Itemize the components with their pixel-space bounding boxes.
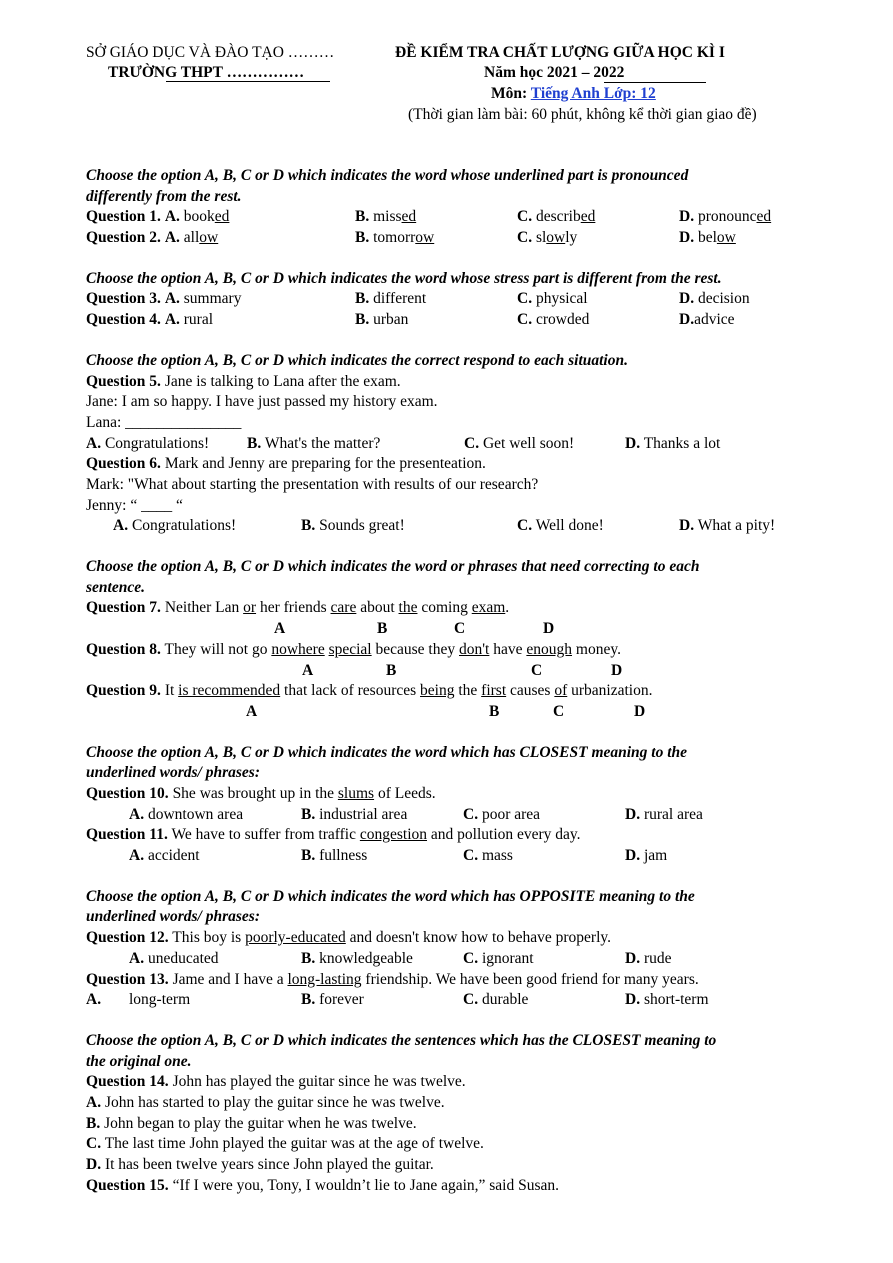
option-text: book [183,208,215,226]
underlined-part: or [243,599,257,617]
question-label: Question 11. [86,826,168,844]
question-10 [86,784,846,805]
instruction-line: underlined words/ phrases: [86,764,260,782]
question-5 [86,372,846,393]
option-text: ly [565,229,578,247]
school-underline [166,81,330,82]
question-1 [86,207,846,228]
underlined-part: of [554,682,568,700]
underlined-part: ed [214,208,230,226]
option-letter: C. [86,1135,102,1153]
sentence-text: her friends [256,599,331,617]
section-2-instruction: Choose the option A, B, C or D which indicates the word whose stress part is different from the rest. [86,269,722,287]
option-text: Congratulations! [104,434,210,452]
option-text: describ [535,208,581,226]
option-text: rural [183,311,214,329]
option-letter: A. [164,208,180,226]
option-letter: D. [679,311,695,329]
option-text: Thanks a lot [643,434,721,452]
question-9 [86,681,846,702]
department-name: SỞ GIÁO DỤC VÀ ĐÀO TẠO ……… [86,44,335,61]
option-letter: C. [517,311,533,329]
marker-c: C [531,661,543,679]
option-letter: C. [517,229,533,247]
option-letter: B. [301,847,316,865]
option-d [86,1155,846,1176]
underlined-part: slums [337,785,375,802]
option-text: What a pity! [697,517,776,535]
option-text: John has started to play the guitar since he was twelve. [104,1094,445,1111]
underlined-part: ed [401,208,417,226]
instruction-line: Choose the option A, B, C or D which indicates the word or phrases that need correcting to each [86,558,700,576]
underlined-part: ow [415,229,435,247]
underlined-part: ed [580,208,596,226]
question-label: Question 5. [86,372,161,390]
option-text: ignorant [481,949,534,967]
section-6-instruction [86,887,846,928]
option-text: Well done! [535,517,604,535]
underlined-part: ow [546,229,566,247]
question-12 [86,928,846,949]
dialogue-line: Mark: "What about starting the presentation with results of our research? [86,476,539,493]
question-3 [86,289,846,310]
subject-label: Môn: [491,85,528,102]
section-1-instruction [86,166,846,207]
marker-c: C [553,702,565,720]
option-text: industrial area [319,805,408,823]
sentence-text: Jame and I have a [172,970,288,988]
time-note: (Thời gian làm bài: 60 phút, không kể thời gian giao đề) [408,106,757,123]
option-letter: C. [517,208,533,226]
year-underline [604,82,706,83]
underlined-part: long-lasting [287,970,362,988]
question-label: Question 14. [86,1073,169,1091]
underlined-part: special [328,640,372,658]
sentence-text: the [454,682,482,700]
dialogue-line: Jane: I am so happy. I have just passed my history exam. [86,393,438,411]
instruction-line: underlined words/ phrases: [86,908,260,926]
marker-a: A [302,661,314,679]
option-b [86,1114,846,1135]
option-text: knowledgeable [319,949,413,967]
option-text: Congratulations! [131,517,237,535]
underlined-part: care [330,599,357,617]
question-text: “If I were you, Tony, I wouldn’t lie to Jane again,” said Susan. [172,1176,560,1194]
underlined-part: congestion [359,826,428,844]
option-text: bel [697,229,717,247]
school-name: TRƯỜNG THPT …………… [108,64,305,81]
option-letter: C. [517,517,533,535]
option-text: Get well soon! [482,434,575,452]
sentence-text: friendship. We have been good friend for many years. [361,970,699,988]
sentence-text: They will not go [164,640,272,658]
option-a [86,1093,846,1114]
instruction-line: Choose the option A, B, C or D which indicates the word whose underlined part is pronounced [86,167,689,184]
underlined-part: ed [756,208,772,226]
option-text: poor area [481,805,541,823]
option-text: decision [697,290,750,308]
underlined-part: don't [459,640,490,658]
underlined-part: poorly-educated [245,929,346,947]
marker-d: D [634,702,646,720]
option-letter: C. [463,847,479,865]
option-letter: D. [625,949,641,967]
question-7 [86,598,846,619]
option-text: forever [319,991,364,1009]
question-label: Question 9. [86,682,161,700]
marker-d: D [543,620,555,638]
instruction-line: Choose the option A, B, C or D which indicates the word which has CLOSEST meaning to the [86,743,688,761]
question-2 [86,228,846,249]
underlined-part: being [420,682,455,700]
option-letter: C. [464,434,480,452]
option-letter: D. [679,290,695,308]
sentence-text: We have to suffer from traffic [171,826,360,844]
question-label: Question 10. [86,785,169,802]
option-text: all [183,229,200,247]
option-letter: A. [129,847,145,865]
option-letter: B. [355,311,370,329]
sentence-text: This boy is [172,929,246,947]
instruction-line: Choose the option A, B, C or D which indicates the word which has OPPOSITE meaning to the [86,887,695,905]
exam-title: ĐỀ KIỂM TRA CHẤT LƯỢNG GIỮA HỌC KÌ I [395,44,725,61]
option-letter: B. [355,290,370,308]
question-label: Question 12. [86,929,169,947]
option-text: pronounc [697,208,757,226]
option-text: It has been twelve years since John played the guitar. [104,1156,434,1174]
sentence-text: Neither Lan [164,599,244,617]
option-text: The last time John played the guitar was at the age of twelve. [104,1135,484,1153]
sentence-text: . [505,599,510,617]
option-letter: A. [86,1094,102,1111]
option-letter: D. [625,847,641,865]
marker-b: B [386,661,397,679]
sentence-text: causes [506,682,555,700]
option-letter: D. [679,229,695,247]
school-year: Năm học 2021 – 2022 [484,64,625,81]
underlined-part: enough [526,640,573,658]
option-letter: B. [355,229,370,247]
option-text: What's the matter? [264,434,381,452]
sentence-text: and doesn't know how to behave properly. [345,929,612,947]
option-letter: B. [301,949,316,967]
option-text: physical [535,290,588,308]
sentence-text: She was brought up in the [172,785,338,802]
section-7-instruction [86,1031,846,1072]
option-text: miss [373,208,402,226]
question-6-options [86,516,846,537]
underlined-part: is recommended [178,682,281,700]
question-6 [86,454,846,475]
option-text: urban [373,311,409,329]
question-8 [86,640,846,661]
sentence-text: urbanization. [567,682,653,700]
option-text: downtown area [147,805,244,823]
option-letter: D. [86,1156,102,1174]
question-label: Question 8. [86,640,161,658]
section-5-instruction [86,743,846,784]
question-11 [86,825,846,846]
option-letter: B. [301,517,316,535]
option-text: rude [643,949,672,967]
option-letter: D. [625,991,641,1009]
question-9-markers [86,702,846,723]
option-letter: A. [129,805,145,823]
option-letter: C. [463,949,479,967]
option-letter: D. [625,805,641,823]
option-letter: C. [517,290,533,308]
marker-b: B [377,620,388,638]
underlined-part: ow [199,229,219,247]
instruction-line: differently from the rest. [86,187,242,205]
option-c [86,1134,846,1155]
question-label: Question 2. [86,229,161,247]
subject-line [491,84,656,105]
question-5-options [86,434,846,455]
option-text: uneducated [147,949,219,967]
option-text: accident [147,847,200,865]
option-letter: D. [679,517,695,535]
instruction-line: Choose the option A, B, C or D which indicates the sentences which has the CLOSEST meaning to [86,1031,717,1049]
option-text: advice [694,311,735,329]
option-letter: A. [164,229,180,247]
option-text: crowded [535,311,590,329]
option-letter: D. [625,434,641,452]
subject-link[interactable]: Tiếng Anh Lớp: 12 [530,85,656,102]
option-text: mass [481,847,513,865]
section-3-instruction: Choose the option A, B, C or D which indicates the correct respond to each situation. [86,351,628,369]
question-7-markers [86,619,846,640]
sentence-text: and pollution every day. [427,826,581,844]
sentence-text: money. [572,640,621,658]
dialogue-line: Jenny: “ ____ “ [86,496,183,514]
question-label: Question 6. [86,455,161,473]
sentence-text: that lack of resources [280,682,421,700]
question-10-options [86,805,846,826]
option-letter: B. [301,991,316,1009]
question-text: Mark and Jenny are preparing for the presenteation. [164,455,486,473]
question-4 [86,310,846,331]
option-letter: B. [301,805,316,823]
option-text: long-term [129,991,191,1009]
option-letter: A. [113,517,129,535]
underlined-part: nowhere [271,640,325,658]
option-letter: C. [463,805,479,823]
underlined-part: exam [471,599,506,617]
option-letter: C. [463,991,479,1009]
marker-c: C [454,620,466,638]
question-label: Question 4. [86,311,161,329]
question-11-options [86,846,846,867]
option-letter: D. [679,208,695,226]
option-text: Sounds great! [319,517,405,535]
sentence-text: It [164,682,179,700]
question-12-options [86,949,846,970]
question-15 [86,1176,846,1197]
question-label: Question 3. [86,290,161,308]
option-letter: B. [355,208,370,226]
option-text: summary [183,290,242,308]
option-text: durable [481,991,529,1009]
option-letter: A. [164,311,180,329]
dialogue-line: Lana: _______________ [86,413,242,431]
option-text: jam [643,847,668,865]
underlined-part: ow [716,229,736,247]
question-13 [86,970,846,991]
marker-a: A [246,702,258,720]
option-text: sl [535,229,547,247]
option-letter: A. [129,949,145,967]
question-8-markers [86,661,846,682]
question-14 [86,1072,846,1093]
option-text: John began to play the guitar when he was twelve. [104,1114,417,1132]
option-text: different [373,290,427,308]
sentence-text: because they [371,640,459,658]
instruction-line: the original one. [86,1052,192,1070]
sentence-text: coming [417,599,472,617]
question-label: Question 13. [86,970,169,988]
question-13-options [86,990,846,1011]
sentence-text: of Leeds. [374,785,436,802]
option-letter: B. [86,1114,101,1132]
section-4-instruction [86,557,846,598]
sentence-text: have [489,640,527,658]
instruction-line: sentence. [86,578,145,596]
option-text: rural area [643,805,703,823]
underlined-part: first [481,682,507,700]
option-letter: A. [86,991,102,1009]
question-text: Jane is talking to Lana after the exam. [164,372,401,390]
question-label: Question 1. [86,208,161,226]
marker-a: A [274,620,286,638]
option-letter: B. [247,434,262,452]
underlined-part: the [398,599,418,617]
sentence-text: about [356,599,399,617]
question-label: Question 15. [86,1176,169,1194]
option-text: short-term [643,991,709,1009]
marker-b: B [489,702,500,720]
option-letter: A. [164,290,180,308]
option-letter: A. [86,434,102,452]
marker-d: D [611,661,623,679]
option-text: tomorr [373,229,416,247]
question-label: Question 7. [86,599,161,617]
question-text: John has played the guitar since he was twelve. [172,1073,466,1091]
exam-content [86,166,846,1196]
option-text: fullness [319,847,368,865]
